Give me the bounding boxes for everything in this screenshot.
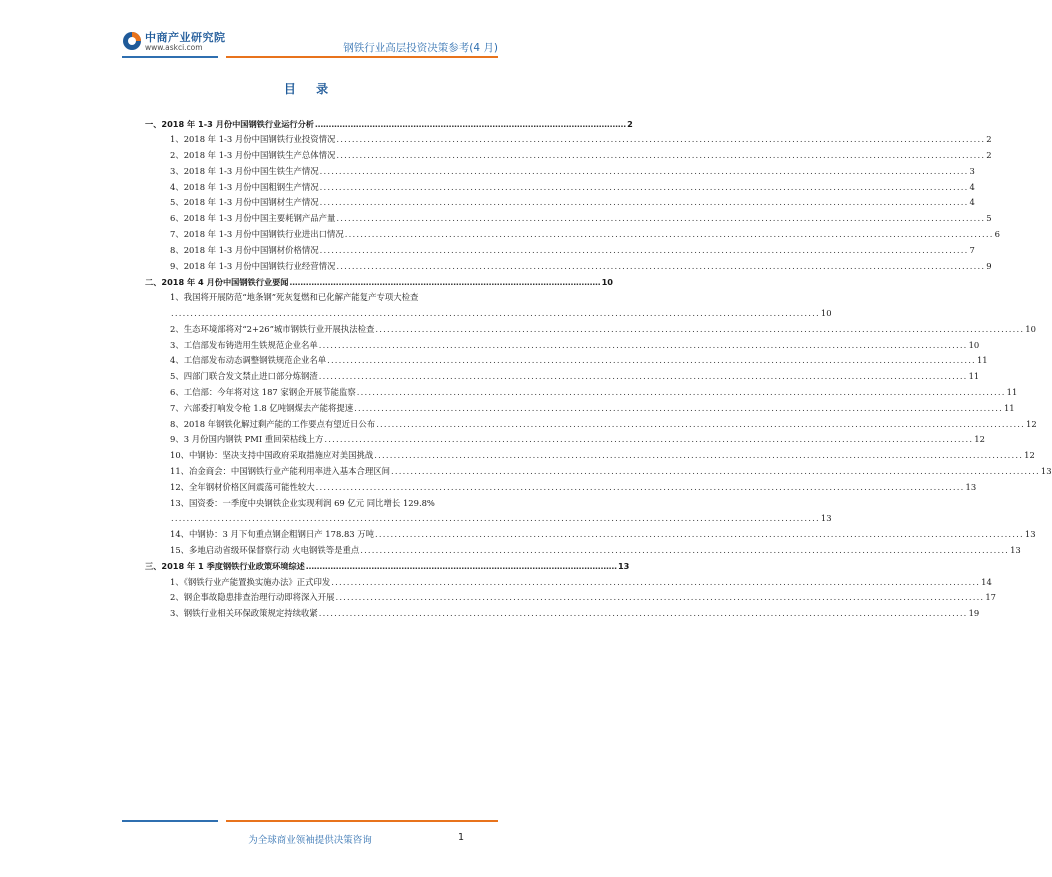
toc-entry-title: 6、2018 年 1-3 月份中国主要耗钢产品产量 (170, 213, 336, 224)
toc-entry-page: 10 (968, 339, 980, 350)
toc-entry-page: 12 (1024, 450, 1035, 461)
toc-dot-leader (357, 388, 1006, 396)
page-header (0, 0, 620, 62)
toc-entry[interactable] (145, 317, 1036, 334)
toc-dot-leader (345, 230, 994, 238)
toc-entry[interactable] (145, 159, 975, 176)
logo-website: www.askci.com (145, 43, 203, 52)
toc-entry-title: 7、2018 年 1-3 月份中国钢铁行业进出口情况 (170, 228, 344, 239)
toc-entry-title: 1、《钢铁行业产能置换实施办法》正式印发 (170, 576, 331, 587)
toc-entry-title: 9、2018 年 1-3 月份中国钢铁行业经营情况 (170, 260, 336, 271)
toc-entry-title: 11、冶金商会：中国钢铁行业产能利用率进入基本合理区间 (170, 465, 391, 476)
toc-entry[interactable] (145, 539, 1021, 555)
toc-entry[interactable] (145, 128, 992, 145)
toc-dot-leader (316, 483, 965, 491)
toc-dot-leader (336, 214, 985, 222)
toc-dot-leader (320, 183, 969, 191)
toc-entry-title: 12、全年钢材价格区间震荡可能性较大 (170, 481, 315, 492)
toc-entry-title: 3、2018 年 1-3 月份中国生铁生产情况 (170, 165, 319, 176)
toc-section-entry[interactable] (145, 270, 614, 287)
toc-dot-leader (171, 514, 820, 522)
toc-entry[interactable] (145, 223, 1000, 239)
toc-entry[interactable] (145, 491, 495, 507)
toc-dot-leader (320, 246, 969, 254)
toc-dot-leader (391, 467, 1040, 475)
toc-dot-leader (319, 609, 968, 617)
toc-entry[interactable] (145, 365, 980, 382)
toc-entry-page: 10 (820, 307, 832, 318)
toc-entry[interactable] (145, 175, 975, 192)
toc-entry[interactable] (145, 475, 977, 492)
toc-entry-title: 三、2018 年 1 季度钢铁行业政策环境综述 (145, 560, 305, 571)
logo-mark-icon (122, 31, 142, 51)
toc-dot-leader (336, 262, 985, 270)
toc-entry-title: 14、中钢协：3 月下旬重点钢企粗钢日产 178.83 万吨 (170, 529, 375, 540)
toc-dot-leader (320, 198, 969, 206)
toc-entry-title: 二、2018 年 4 月份中国钢铁行业要闻 (145, 276, 289, 287)
toc-entry[interactable] (145, 349, 988, 366)
header-rule-blue (122, 56, 218, 58)
toc-entry-page: 2 (986, 149, 992, 160)
page-number: 1 (458, 832, 465, 843)
toc-entry-page: 11 (1006, 386, 1018, 397)
toc-entry[interactable] (145, 191, 975, 208)
toc-entry[interactable] (145, 507, 832, 524)
toc-entry[interactable] (145, 396, 1015, 413)
toc-dot-leader (324, 435, 973, 443)
toc-entry-title: 一、2018 年 1-3 月份中国钢铁行业运行分析 (145, 118, 314, 129)
toc-dot-leader (171, 309, 820, 317)
toc-entry-page: 6 (994, 228, 1000, 239)
toc-entry-page: 13 (1024, 529, 1036, 540)
toc-entry[interactable] (145, 570, 992, 587)
toc-entry-title: 13、国资委：一季度中央钢铁企业实现利润 69 亿元 同比增长 129.8% (170, 497, 435, 508)
toc-entry-title: 5、2018 年 1-3 月份中国钢材生产情况 (170, 197, 319, 208)
toc-dot-leader (319, 341, 968, 349)
toc-entry-page: 2 (627, 118, 633, 129)
toc-entry-page: 5 (986, 213, 992, 224)
toc-entry[interactable] (145, 381, 1018, 397)
logo-chinese-name: 中商产业研究院 (145, 31, 226, 44)
toc-entry-title: 5、四部门联合发文禁止进口部分炼钢渣 (170, 371, 318, 382)
toc-entry-page: 11 (976, 355, 988, 366)
toc-entry-page: 12 (1026, 418, 1037, 429)
footer-slogan: 为全球商业领袖提供决策咨询 (248, 835, 372, 846)
toc-dot-leader (289, 278, 600, 286)
toc-dot-leader (374, 451, 1023, 459)
toc-entry-title: 9、3 月份国内钢铁 PMI 重回荣枯线上方 (170, 434, 324, 445)
toc-entry-title: 8、2018 年钢铁化解过剩产能的工作要点有望近日公布 (170, 418, 376, 429)
table-of-contents (145, 112, 1052, 619)
toc-entry-title: 7、六部委打响发令枪 1.8 亿吨钢煤去产能将提速 (170, 402, 354, 413)
toc-entry-page: 4 (969, 197, 975, 208)
toc-dot-leader (315, 120, 626, 128)
toc-entry-page: 7 (969, 244, 975, 255)
toc-entry[interactable] (145, 286, 495, 302)
toc-entry[interactable] (145, 238, 975, 255)
toc-entry-title: 4、工信部发布动态调整钢铁规范企业名单 (170, 355, 327, 366)
toc-dot-leader (336, 151, 985, 159)
toc-entry-page: 10 (601, 276, 614, 287)
toc-entry-title: 15、多地启动省级环保督察行动 火电钢铁等是重点 (170, 544, 360, 555)
toc-entry[interactable] (145, 302, 832, 318)
toc-entry-page: 12 (974, 434, 985, 445)
toc-entry-page: 14 (981, 576, 992, 587)
toc-entry-title: 2、生态环境部将对“2+26”城市钢铁行业开展执法检查 (170, 323, 375, 334)
toc-section-entry[interactable] (145, 112, 633, 129)
toc-entry-page: 13 (965, 481, 977, 492)
document-title: 钢铁行业高层投资决策参考(4 月) (343, 42, 498, 54)
toc-entry-title: 10、中钢协：坚决支持中国政府采取措施应对美国挑战 (170, 450, 374, 461)
toc-entry-page: 13 (820, 513, 832, 524)
toc-entry-title: 1、2018 年 1-3 月份中国钢铁行业投资情况 (170, 134, 336, 145)
toc-dot-leader (331, 578, 980, 586)
toc-entry[interactable] (145, 602, 980, 619)
toc-entry-title: 3、工信部发布铸造用生铁规范企业名单 (170, 339, 318, 350)
toc-entry-title: 2、2018 年 1-3 月份中国钢铁生产总体情况 (170, 149, 336, 160)
toc-section-entry[interactable] (145, 554, 630, 571)
toc-entry-page: 13 (1010, 544, 1021, 555)
toc-dot-leader (375, 325, 1024, 333)
toc-dot-leader (335, 593, 984, 601)
toc-entry-page: 9 (986, 260, 992, 271)
toc-dot-leader (327, 356, 976, 364)
toc-entry-page: 17 (985, 592, 996, 603)
toc-entry-page: 3 (969, 165, 975, 176)
toc-entry-page: 2 (986, 134, 992, 145)
toc-entry[interactable] (145, 207, 992, 224)
toc-dot-leader (306, 562, 617, 570)
toc-entry-page: 10 (1025, 323, 1036, 334)
toc-entry[interactable] (145, 428, 985, 445)
toc-entry[interactable] (145, 412, 1037, 429)
toc-dot-leader (319, 372, 968, 380)
footer-rule-blue (122, 820, 218, 822)
toc-dot-leader (360, 546, 1009, 554)
toc-entry-page: 11 (968, 371, 980, 382)
toc-heading: 目 录 (283, 82, 337, 96)
toc-entry[interactable] (145, 586, 996, 603)
toc-entry[interactable] (145, 333, 980, 350)
toc-dot-leader (375, 530, 1024, 538)
footer-rule-orange (226, 820, 498, 822)
toc-entry-page: 11 (1003, 402, 1015, 413)
toc-entry-title: 4、2018 年 1-3 月份中国粗钢生产情况 (170, 181, 319, 192)
toc-entry-page: 13 (1040, 465, 1052, 476)
toc-dot-leader (320, 167, 969, 175)
toc-entry-page: 19 (968, 608, 980, 619)
toc-dot-leader (336, 135, 985, 143)
toc-entry-title: 1、我国将开展防范“地条钢”死灰复燃和已化解产能复产专项大检查 (170, 292, 419, 303)
toc-entry-title: 8、2018 年 1-3 月份中国钢材价格情况 (170, 244, 319, 255)
toc-entry-title: 6、工信部：今年将对这 187 家钢企开展节能监察 (170, 386, 356, 397)
toc-entry[interactable] (145, 460, 1052, 476)
toc-entry[interactable] (145, 444, 1035, 461)
toc-entry-page: 13 (617, 560, 630, 571)
toc-entry[interactable] (145, 144, 992, 160)
toc-entry-title: 2、钢企事故隐患排查治理行动即将深入开展 (170, 592, 335, 603)
toc-dot-leader (354, 404, 1003, 412)
toc-entry-title: 3、钢铁行业相关环保政策规定持续收紧 (170, 608, 318, 619)
toc-entry[interactable] (145, 254, 992, 271)
header-rule-orange (226, 56, 498, 58)
toc-dot-leader (376, 420, 1025, 428)
toc-entry[interactable] (145, 523, 1036, 540)
toc-entry-page: 4 (969, 181, 975, 192)
